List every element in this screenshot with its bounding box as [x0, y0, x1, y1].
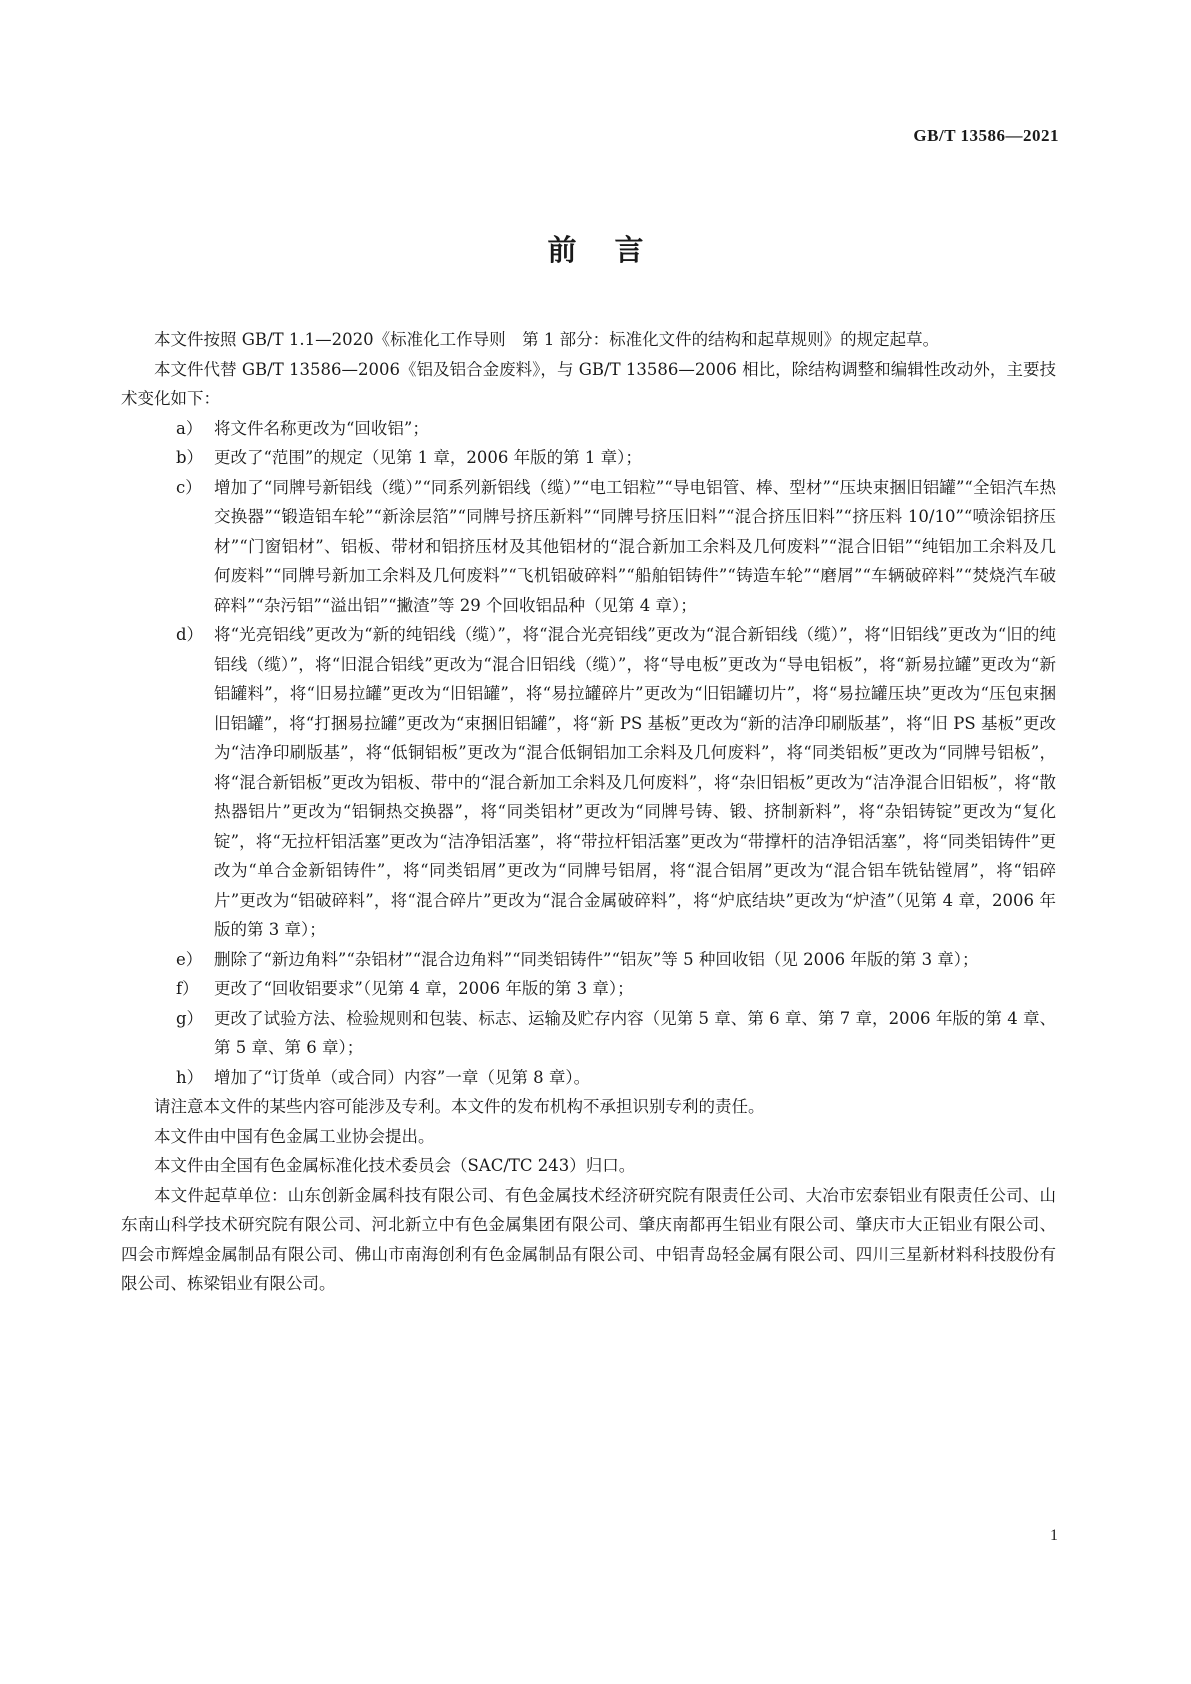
change-item-text: 将“光亮铝线”更改为“新的纯铝线（缆）”，将“混合光亮铝线”更改为“混合新铝线（缆）”，将“旧铝线”更改为“旧的纯铝线（缆）”，将“旧混合铝线”更改为“混合旧铝线（缆）”，将“导电板”更改为“导电铝板”，将“新易拉罐”更改为“新铝罐料”，将“旧易拉罐”更改为“旧铝罐”，将“易拉罐碎片”更改为“旧铝罐切片”，将“易拉罐压块”更改为“压包束捆旧铝罐”，将“打捆易拉罐”更改为“束捆旧铝罐”，将“新 PS 基板”更改为“新的洁净印刷版基”，将“旧 PS 基板”更改为“洁净印刷版基”，将“低铜铝板”更改为“混合低铜铝加工余料及几何废料”，将“同类铝板”更改为“同牌号铝板”，将“混合新铝板”更改为铝板、带中的“混合新加工余料及几何废料”，将“杂旧铝板”更改为“洁净混合旧铝板”，将“散热器铝片”更改为“铝铜热交换器”，将“同类铝材”更改为“同牌号铸、锻、挤制新料”，将“杂铝铸锭”更改为“复化锭”，将“无拉杆铝活塞”更改为“洁净铝活塞”，将“带拉杆铝活塞”更改为“带撑杆的洁净铝活塞”，将“同类铝铸件”更改为“单合金新铝铸件”，将“同类铝屑”更改为“同牌号铝屑，将“混合铝屑”更改为“混合铝车铣钻镗屑”，将“铝碎片”更改为“铝破碎料”，将“混合碎片”更改为“混合金属破碎料”，将“炉底结块”更改为“炉渣”（见第 4 章，2006 年版的第 3 章）；	[214, 625, 1056, 939]
change-item	[121, 414, 1056, 444]
intro-paragraph: 本文件代替 GB/T 13586—2006《铝及铝合金废料》，与 GB/T 13586—2006 相比，除结构调整和编辑性改动外，主要技术变化如下：	[121, 359, 1056, 408]
change-item	[121, 974, 1056, 1004]
closing-paragraph: 本文件由中国有色金属工业协会提出。	[154, 1126, 435, 1146]
change-item	[121, 620, 1056, 945]
change-item-label: b）	[176, 448, 204, 467]
change-item-text: 更改了“范围”的规定（见第 1 章，2006 年版的第 1 章）；	[214, 448, 642, 467]
document-number-header: GB/T 13586—2021	[913, 126, 1059, 145]
intro-paragraph: 本文件按照 GB/T 1.1—2020《标准化工作导则 第 1 部分：标准化文件的结构和起草规则》的规定起草。	[154, 330, 940, 349]
change-item-text: 删除了“新边角料”“杂铝材”“混合边角料”“同类铝铸件”“铝灰”等 5 种回收铝（见 2006 年版的第 3 章）；	[214, 949, 979, 969]
page-title: 前言	[547, 233, 682, 267]
change-item-text: 将文件名称更改为“回收铝”；	[214, 418, 429, 438]
change-item-label: c）	[176, 477, 202, 497]
change-item-label: h）	[176, 1067, 204, 1087]
foreword-body	[121, 325, 1056, 1299]
change-item	[121, 1063, 1056, 1093]
change-item-label: g）	[176, 1008, 204, 1028]
closing-paragraph: 本文件由全国有色金属标准化技术委员会（SAC/TC 243）归口。	[154, 1156, 636, 1175]
change-item	[121, 945, 1056, 975]
change-item-text: 增加了“同牌号新铝线（缆）”“同系列新铝线（缆）”“电工铝粒”“导电铝管、棒、型材”“压块束捆旧铝罐”“全铝汽车热交换器”“锻造铝车轮”“新涂层箔”“同牌号挤压新料”“同牌号挤压旧料”“混合挤压旧料”“挤压料 10/10”“喷涂铝挤压材”“门窗铝材”、铝板、带材和铝挤压材及其他铝材的“混合新加工余料及几何废料”“混合旧铝”“纯铝加工余料及几何废料”“同牌号新加工余料及几何废料”“飞机铝破碎料”“船舶铝铸件”“铸造车轮”“磨屑”“车辆破碎料”“焚烧汽车破碎料”“杂污铝”“溢出铝”“撇渣”等 29 个回收铝品种（见第 4 章）；	[214, 477, 1056, 615]
change-item	[121, 1004, 1056, 1063]
change-item-label: d）	[176, 625, 204, 644]
change-item-label: e）	[176, 949, 203, 969]
change-item	[121, 473, 1056, 621]
change-item-label: a）	[176, 418, 203, 438]
closing-paragraph: 请注意本文件的某些内容可能涉及专利。本文件的发布机构不承担识别专利的责任。	[154, 1097, 765, 1116]
change-item	[121, 443, 1056, 473]
change-item-text: 更改了试验方法、检验规则和包装、标志、运输及贮存内容（见第 5 章、第 6 章、第 7 章，2006 年版的第 4 章、第 5 章、第 6 章）；	[214, 1008, 1056, 1057]
page-number: 1	[1050, 1527, 1058, 1544]
drafting-units-paragraph: 本文件起草单位：山东创新金属科技有限公司、有色金属技术经济研究院有限责任公司、大冶市宏泰铝业有限责任公司、山东南山科学技术研究院有限公司、河北新立中有色金属集团有限公司、肇庆南都再生铝业有限公司、肇庆市大正铝业有限公司、四会市辉煌金属制品有限公司、佛山市南海创利有色金属制品有限公司、中铝青岛轻金属有限公司、四川三星新材料科技股份有限公司、栋梁铝业有限公司。	[121, 1185, 1056, 1293]
change-item-text: 更改了“回收铝要求”（见第 4 章，2006 年版的第 3 章）；	[214, 979, 634, 998]
change-item-text: 增加了“订货单（或合同）内容”一章（见第 8 章）。	[214, 1067, 591, 1087]
change-item-label: f）	[176, 979, 199, 998]
